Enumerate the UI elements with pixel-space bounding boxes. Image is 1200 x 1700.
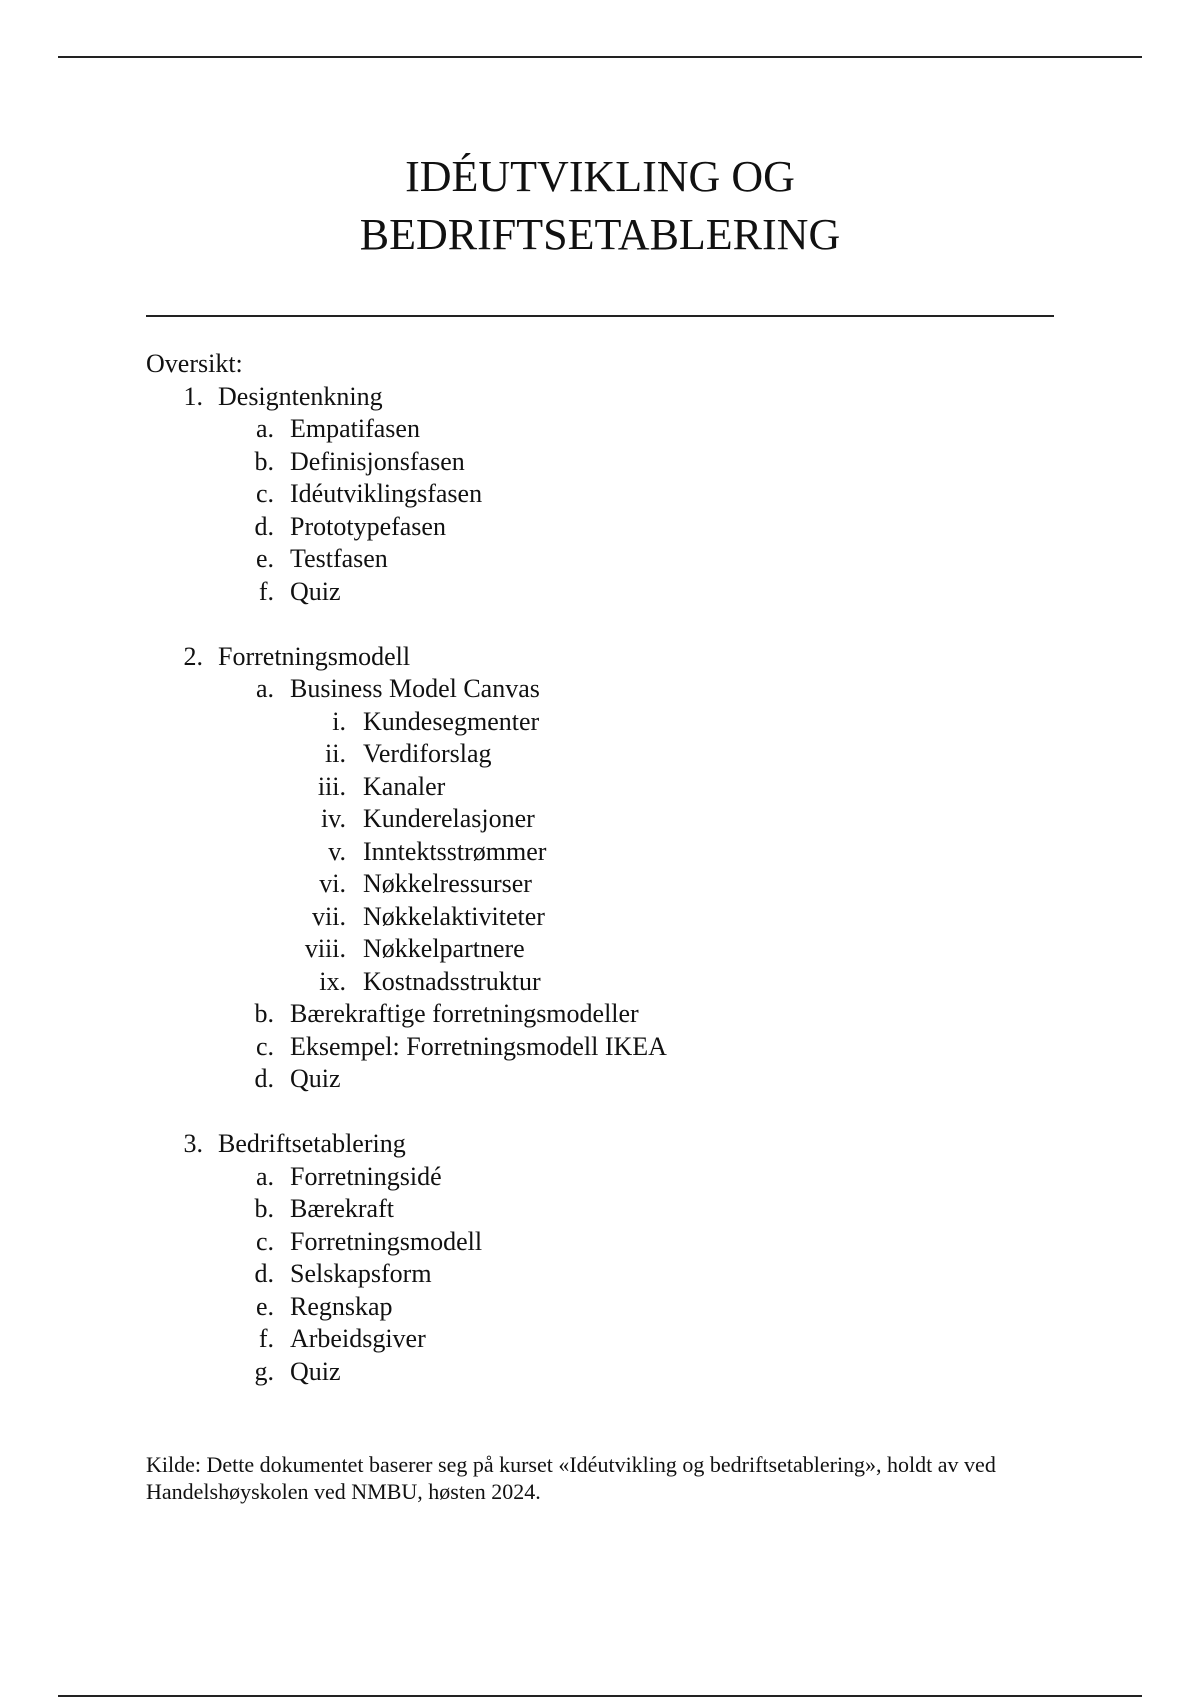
subsection-item-marker: c.	[255, 1031, 274, 1061]
source-note: Kilde: Dette dokumentet baserer seg på kurset «Idéutvikling og bedriftsetablering», holdt av ved Handelshøyskolen ved NMBU, høsten 2024.	[146, 1452, 996, 1504]
subsection-item-marker: a.	[255, 414, 274, 443]
subsection-item-label: Forretningsidé	[290, 1161, 442, 1191]
subsubsection-item-label: Nøkkelaktiviteter	[363, 901, 545, 931]
subsection-item-label: Business Model Canvas	[290, 674, 540, 703]
subsection-item-label: Selskapsform	[290, 1259, 432, 1288]
subsection-item-marker: g.	[254, 1356, 274, 1386]
subsection-item	[146, 1193, 394, 1226]
subsection-item-marker: a.	[255, 674, 274, 703]
subsection-item	[146, 446, 465, 479]
subsection-item-label: Arbeidsgiver	[290, 1324, 426, 1353]
subsubsection-item	[146, 901, 545, 934]
subsubsection-item-label: Kundesegmenter	[363, 706, 540, 736]
subsection-item	[146, 1031, 667, 1064]
subsection-item	[146, 1063, 341, 1096]
subsection-item-marker: b.	[254, 1194, 274, 1223]
subsection-item-marker: f.	[258, 576, 274, 606]
section-item-marker: 1.	[183, 381, 203, 411]
subsection-item-label: Idéutviklingsfasen	[290, 479, 483, 508]
subsection-item-label: Forretningsmodell	[290, 1226, 483, 1256]
subsubsection-item	[146, 738, 492, 771]
subsubsection-item-marker: vii.	[312, 901, 346, 931]
subsection-item	[146, 543, 388, 576]
section-item-marker: 3.	[183, 1129, 203, 1158]
subsubsection-item-label: Nøkkelressurser	[363, 869, 532, 898]
subsection-item	[146, 1161, 442, 1194]
subsection-item-marker: b.	[254, 446, 274, 476]
subsubsection-item	[146, 771, 446, 804]
section-item-label: Designtenkning	[218, 381, 383, 411]
overview-label: Oversikt:	[146, 349, 243, 378]
section-item	[146, 1128, 406, 1161]
subsection-item-marker: d.	[254, 1259, 274, 1288]
subsubsection-item-label: Kunderelasjoner	[363, 804, 535, 833]
subsection-item	[146, 1226, 483, 1259]
subsection-item	[146, 576, 341, 609]
subsubsection-item	[146, 836, 547, 869]
subsection-item-label: Bærekraftige forretningsmodeller	[290, 999, 639, 1028]
overview-list	[146, 348, 667, 1388]
section-item	[146, 641, 411, 674]
subsubsection-item-marker: ix.	[319, 966, 346, 996]
subsection-item	[146, 478, 483, 511]
subsection-item-marker: d.	[254, 511, 274, 541]
subsubsection-item	[146, 803, 535, 836]
subsubsection-item-label: Nøkkelpartnere	[363, 934, 525, 963]
subsection-item-label: Eksempel: Forretningsmodell IKEA	[290, 1031, 667, 1061]
subsubsection-item-marker: i.	[332, 706, 346, 736]
subsection-item-label: Bærekraft	[290, 1194, 394, 1223]
subsubsection-item-marker: viii.	[304, 934, 346, 963]
subsection-item-label: Quiz	[290, 1356, 341, 1386]
subsubsection-item-label: Verdiforslag	[363, 739, 492, 768]
subsection-item-marker: e.	[255, 544, 274, 573]
subsection-item-label: Regnskap	[290, 1291, 393, 1321]
subsection-item	[146, 1291, 393, 1324]
subsubsection-item-marker: vi.	[319, 869, 346, 898]
top-rule	[58, 56, 1142, 58]
page-title-line-2: BEDRIFTSETABLERING	[359, 210, 841, 259]
section-item-label: Bedriftsetablering	[218, 1129, 406, 1158]
subsubsection-item-label: Kanaler	[363, 771, 446, 801]
subsubsection-item	[146, 706, 540, 739]
outline	[146, 381, 667, 1389]
section-item	[146, 381, 383, 414]
subsection-item-marker: b.	[254, 999, 274, 1028]
subsection-item	[146, 1258, 432, 1291]
section-spacer	[146, 608, 243, 641]
subsection-item-marker: e.	[255, 1291, 274, 1321]
subsubsection-item	[146, 868, 532, 901]
subsubsection-item-marker: iv.	[320, 804, 346, 833]
subsection-item	[146, 1323, 426, 1356]
subsection-item-marker: c.	[255, 1226, 274, 1256]
page-title-line-1: IDÉUTVIKLING OG	[405, 152, 795, 201]
section-item-marker: 2.	[183, 641, 203, 671]
section-spacer	[146, 1096, 243, 1129]
bottom-rule	[58, 1695, 1142, 1697]
subsection-item-marker: a.	[255, 1161, 274, 1191]
subsection-item-marker: d.	[254, 1064, 274, 1093]
subsection-item-marker: c.	[255, 479, 274, 508]
subsection-item	[146, 413, 420, 446]
subsubsection-item-marker: iii.	[317, 771, 346, 801]
subsubsection-item	[146, 933, 525, 966]
title-divider	[146, 315, 1054, 317]
subsubsection-item-marker: v.	[328, 836, 346, 866]
page-title	[0, 148, 1200, 264]
subsection-item-label: Prototypefasen	[290, 511, 446, 541]
subsubsection-item	[146, 966, 541, 999]
subsubsection-item-label: Kostnadsstruktur	[363, 966, 541, 996]
subsection-item-label: Quiz	[290, 1064, 341, 1093]
subsection-item	[146, 673, 540, 706]
section-item-label: Forretningsmodell	[218, 641, 411, 671]
subsection-item-marker: f.	[258, 1324, 274, 1353]
subsection-item	[146, 998, 639, 1031]
subsection-item-label: Empatifasen	[290, 414, 420, 443]
subsubsection-item-label: Inntektsstrømmer	[363, 836, 547, 866]
subsection-item	[146, 511, 446, 544]
subsection-item-label: Quiz	[290, 576, 341, 606]
subsubsection-item-marker: ii.	[325, 739, 346, 768]
subsection-item	[146, 1356, 341, 1389]
subsection-item-label: Testfasen	[290, 544, 388, 573]
subsection-item-label: Definisjonsfasen	[290, 446, 465, 476]
